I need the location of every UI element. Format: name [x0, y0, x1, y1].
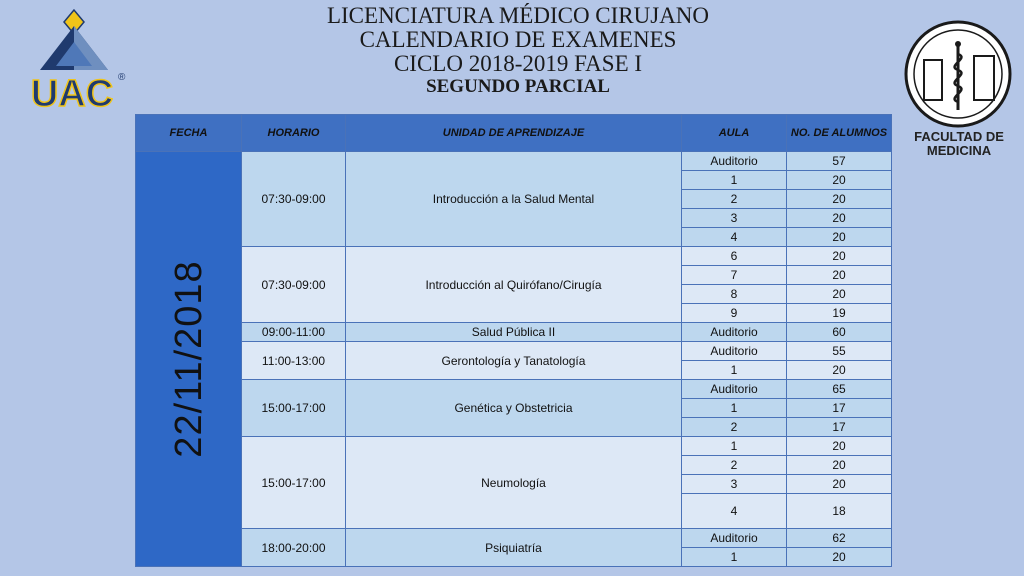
medicine-seal-icon — [900, 20, 1020, 128]
aula-cell: Auditorio — [682, 152, 787, 171]
date-cell — [136, 152, 242, 567]
aula-cell: 3 — [682, 209, 787, 228]
aula-cell: 8 — [682, 285, 787, 304]
aula-cell: 9 — [682, 304, 787, 323]
aula-cell: Auditorio — [682, 380, 787, 399]
page-title — [240, 4, 796, 98]
alumnos-cell: 20 — [787, 456, 892, 475]
horario-cell: 09:00-11:00 — [242, 323, 346, 342]
uac-logo — [18, 8, 130, 112]
alumnos-cell: 17 — [787, 418, 892, 437]
unidad-cell: Salud Pública II — [346, 323, 682, 342]
uac-logo-text: UAC — [30, 73, 114, 112]
aula-cell: 4 — [682, 494, 787, 529]
title-line-3: CICLO 2018-2019 FASE I — [393, 51, 643, 76]
alumnos-cell: 55 — [787, 342, 892, 361]
alumnos-cell: 19 — [787, 304, 892, 323]
aula-cell: 1 — [682, 437, 787, 456]
aula-cell: Auditorio — [682, 529, 787, 548]
facultad-medicina-text — [900, 130, 1018, 158]
table-header-row — [136, 115, 892, 152]
table-row — [136, 323, 892, 342]
alumnos-cell: 57 — [787, 152, 892, 171]
alumnos-cell: 20 — [787, 266, 892, 285]
alumnos-cell: 20 — [787, 285, 892, 304]
horario-cell: 15:00-17:00 — [242, 380, 346, 437]
fm-line-2: MEDICINA — [926, 143, 992, 158]
alumnos-cell: 20 — [787, 475, 892, 494]
alumnos-cell: 20 — [787, 171, 892, 190]
aula-cell: Auditorio — [682, 342, 787, 361]
horario-cell: 18:00-20:00 — [242, 529, 346, 567]
header-unidad: UNIDAD DE APRENDIZAJE — [346, 115, 682, 152]
unidad-cell: Neumología — [346, 437, 682, 529]
table-row — [136, 247, 892, 266]
unidad-cell: Introducción al Quirófano/Cirugía — [346, 247, 682, 323]
facultad-medicina-logo — [900, 20, 1020, 160]
header-aula: AULA — [682, 115, 787, 152]
header-horario: HORARIO — [242, 115, 346, 152]
fm-line-1: FACULTAD DE — [914, 129, 1004, 144]
aula-cell: 2 — [682, 418, 787, 437]
title-line-1: LICENCIATURA MÉDICO CIRUJANO — [326, 3, 710, 28]
header-fecha: FECHA — [136, 115, 242, 152]
alumnos-cell: 60 — [787, 323, 892, 342]
alumnos-cell: 20 — [787, 247, 892, 266]
horario-cell: 15:00-17:00 — [242, 437, 346, 529]
alumnos-cell: 65 — [787, 380, 892, 399]
uac-registered-mark: ® — [118, 72, 126, 83]
horario-cell: 11:00-13:00 — [242, 342, 346, 380]
exam-schedule-table — [135, 114, 892, 567]
title-subtitle: SEGUNDO PARCIAL — [426, 76, 610, 97]
aula-cell: 1 — [682, 399, 787, 418]
table-row — [136, 152, 892, 171]
table-row — [136, 342, 892, 361]
horario-cell: 07:30-09:00 — [242, 247, 346, 323]
alumnos-cell: 18 — [787, 494, 892, 529]
alumnos-cell: 20 — [787, 209, 892, 228]
table-row — [136, 529, 892, 548]
alumnos-cell: 20 — [787, 437, 892, 456]
unidad-cell: Psiquiatría — [346, 529, 682, 567]
aula-cell: 7 — [682, 266, 787, 285]
alumnos-cell: 20 — [787, 228, 892, 247]
exam-date: 22/11/2018 — [167, 260, 210, 458]
title-line-2: CALENDARIO DE EXAMENES — [359, 27, 677, 52]
aula-cell: 2 — [682, 190, 787, 209]
aula-cell: 6 — [682, 247, 787, 266]
unidad-cell: Introducción a la Salud Mental — [346, 152, 682, 247]
aula-cell: 2 — [682, 456, 787, 475]
aula-cell: 4 — [682, 228, 787, 247]
alumnos-cell: 20 — [787, 190, 892, 209]
aula-cell: 3 — [682, 475, 787, 494]
aula-cell: Auditorio — [682, 323, 787, 342]
header-alumnos: NO. DE ALUMNOS — [787, 115, 892, 152]
uac-logo-graphic — [18, 8, 130, 112]
unidad-cell: Genética y Obstetricia — [346, 380, 682, 437]
alumnos-cell: 20 — [787, 548, 892, 567]
aula-cell: 1 — [682, 548, 787, 567]
alumnos-cell: 62 — [787, 529, 892, 548]
horario-cell: 07:30-09:00 — [242, 152, 346, 247]
alumnos-cell: 17 — [787, 399, 892, 418]
table-row — [136, 380, 892, 399]
unidad-cell: Gerontología y Tanatología — [346, 342, 682, 380]
aula-cell: 1 — [682, 361, 787, 380]
table-row — [136, 437, 892, 456]
aula-cell: 1 — [682, 171, 787, 190]
alumnos-cell: 20 — [787, 361, 892, 380]
